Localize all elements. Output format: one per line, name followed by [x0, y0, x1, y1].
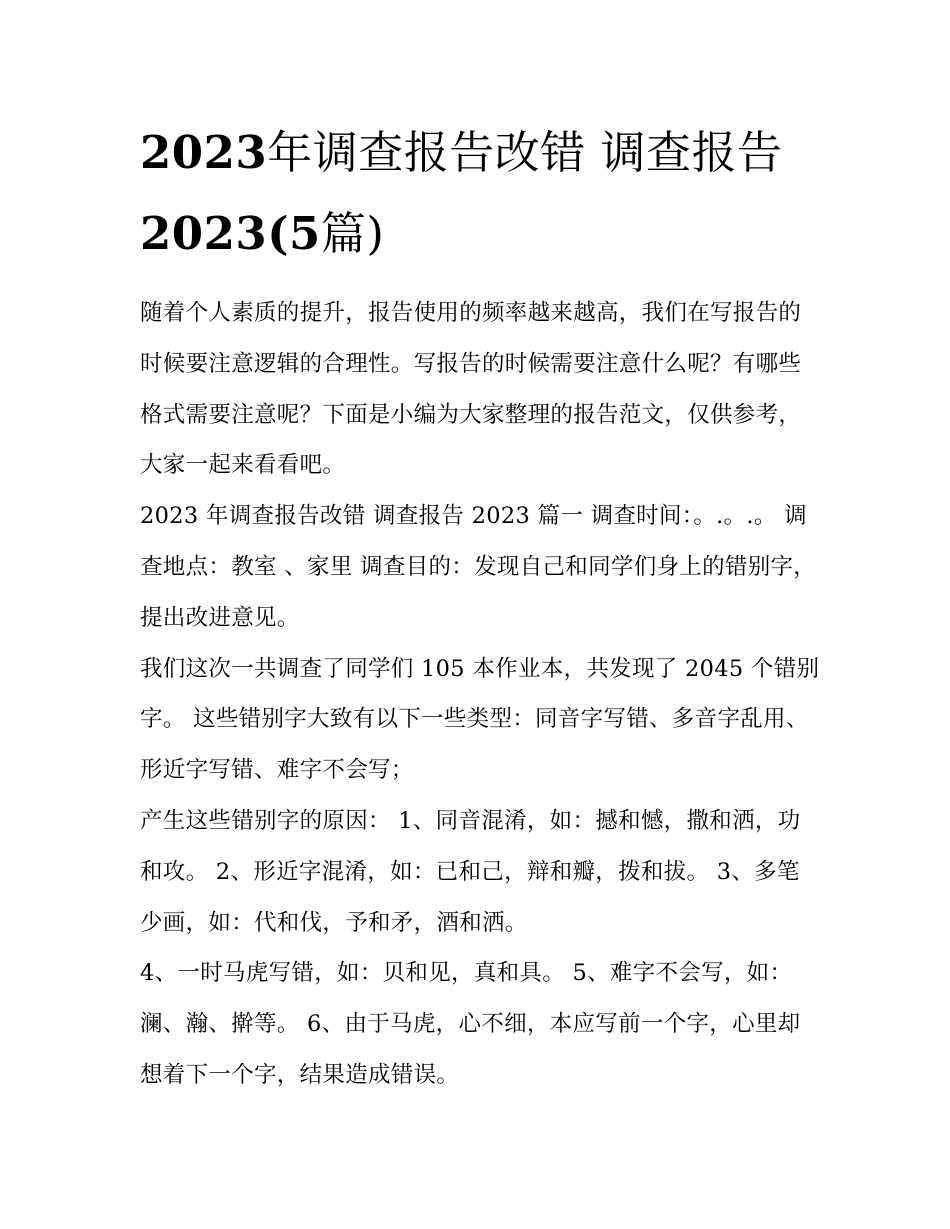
title-year: 2023 — [140, 126, 268, 179]
paragraph-survey-result: 我们这次一共调查了同学们 105 本作业本，共发现了 2045 个错别字。 这些错别字大致有以下一些类型：同音字写错、多音字乱用、形近字写错、难字不会写； — [140, 655, 820, 784]
document-title — [140, 112, 820, 274]
title-text: 年调查报告改错 调查报告 — [267, 126, 783, 179]
paragraph-survey-info: 2023 年调查报告改错 调查报告 2023 篇一 调查时间：。.。.。 调查地点：教室 、家里 调查目的：发现自己和同学们身上的错别字，提出改进意见。 — [140, 503, 817, 631]
title-year-count: 2023(5 — [140, 207, 321, 260]
title-suffix: 篇) — [320, 207, 385, 260]
document-body — [140, 288, 820, 1101]
paragraph-intro: 随着个人素质的提升，报告使用的频率越来越高，我们在写报告的时候要注意逻辑的合理性。写报告的时候需要注意什么呢？有哪些格式需要注意呢？下面是小编为大家整理的报告范文，仅供参考，大家一起来看看吧。 — [140, 300, 802, 479]
paragraph-causes-continued: 4、一时马虎写错，如：贝和见，真和具。 5、难字不会写，如：澜、瀚、擀等。 6、由于马虎，心不细，本应写前一个字，心里却想着下一个字，结果造成错误。 — [140, 960, 801, 1088]
paragraph-causes: 产生这些错别字的原因： 1、同音混淆，如：撼和憾，撒和洒，功和攻。 2、形近字混淆，如：已和己，辩和瓣，拨和拔。 3、多笔少画，如：代和伐，予和矛，酒和洒。 — [140, 807, 801, 936]
document-page — [140, 112, 820, 1101]
